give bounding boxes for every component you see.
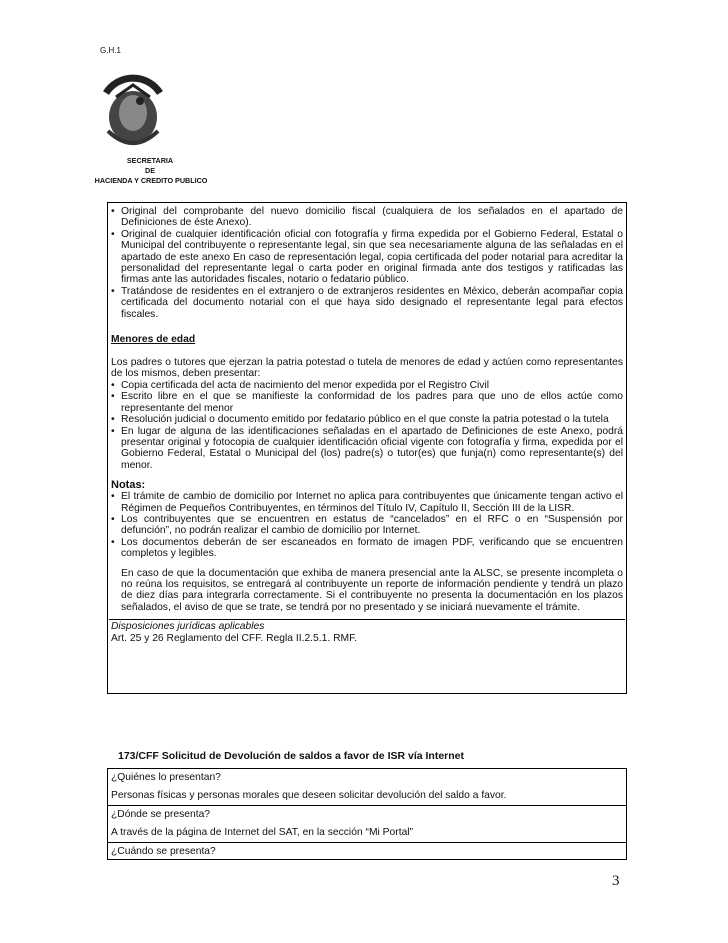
- menores-title: Menores de edad: [111, 334, 196, 346]
- list-item: • Los contribuyentes que se encuentren en estatus de “cancelados” en el RFC o en “Suspensión por defunción”, no podrán realizar el cambio de domicilio por Internet.: [111, 514, 623, 537]
- disposiciones-title: Disposiciones jurídicas aplicables: [111, 621, 265, 633]
- menores-intro: Los padres o tutores que ejerzan la patria potestad o tutela de menores de edad y actúen como representantes de los mismos, deben presentar:: [111, 357, 623, 380]
- dept-line-3: HACIENDA Y CREDITO PUBLICO: [94, 176, 208, 185]
- divider: [109, 619, 625, 620]
- table-row: ¿Quiénes lo presentan?: [111, 772, 221, 783]
- notas-paragraph: En caso de que la documentación que exhiba de manera presencial ante la ALSC, se presente incompleta o no reúna los requisitos, se entregará al contribuyente un reporte de información pendiente y tendrá un plazo de diez días para integrarla correctamente. Si el contribuyente no presenta la documentación en los plazos señalados, el aviso de que se trate, se tendrá por no presentado y se iniciará nuevamente el trámite.: [121, 567, 623, 613]
- document-code: G.H.1: [100, 46, 121, 55]
- list-item: • Original del comprobante del nuevo domicilio fiscal (cualquiera de los señalados en el apartado de Definiciones de éste Anexo).: [111, 206, 623, 229]
- page-number: 3: [612, 873, 620, 889]
- table-row: ¿Dónde se presenta?: [108, 805, 626, 824]
- list-item: • Copia certificada del acta de nacimiento del menor expedida por el Registro Civil: [111, 380, 623, 391]
- table-row: ¿Cuándo se presenta?: [108, 842, 626, 861]
- list-item: • Original de cualquier identificación oficial con fotografía y firma expedida por el Gobierno Federal, Estatal o Municipal del contribuyente o representante legal, sin que sea necesariamente alguna de las señaladas en el apartado de este anexo En caso de representación legal, copia certificada del poder notarial para acreditar la personalidad del representante legal o carta poder en original firmada ante dos testigos y ratificadas las firmas ante las autoridades fiscales, notario o fedatario público.: [111, 229, 623, 286]
- dept-line-2: DE: [145, 166, 155, 175]
- requirements-box: [107, 202, 627, 694]
- list-item: • Tratándose de residentes en el extranjero o de extranjeros residentes en México, deberán acompañar copia certificada del documento notarial con el que haya sido designado el representante legal para efectos fiscales.: [111, 286, 623, 320]
- list-item: • En lugar de alguna de las identificaciones señaladas en el apartado de Definiciones de este Anexo, podrá presentar original y fotocopia de cualquier identificación oficial vigente con fotografía y firma, expedida por el Gobierno Federal, Estatal o Municipal del (los) padre(s) o tutor(es) que funja(n) como representante(s) del menor.: [111, 426, 623, 472]
- mexican-eagle-seal-icon: [88, 55, 178, 165]
- list-item: • Resolución judicial o documento emitido por fedatario público en el que conste la patria potestad o la tutela: [111, 414, 623, 425]
- section-173-table: [107, 768, 627, 860]
- notas-title: Notas:: [111, 479, 146, 492]
- table-row: A través de la página de Internet del SAT, en la sección “Mi Portal”: [111, 827, 414, 838]
- section-173-title: 173/CFF Solicitud de Devolución de saldos a favor de ISR vía Internet: [118, 750, 465, 762]
- disposiciones-text: Art. 25 y 26 Reglamento del CFF. Regla II.2.5.1. RMF.: [111, 633, 358, 645]
- list-item: • Los documentos deberán de ser escaneados en formato de imagen PDF, verificando que se encuentren completos y legibles.: [111, 537, 623, 560]
- dept-line-1: SECRETARIA: [126, 156, 174, 165]
- list-item: • El trámite de cambio de domicilio por Internet no aplica para contribuyentes que únicamente tengan activo el Régimen de Pequeños Contribuyentes, en términos del Título IV, Capítulo II, Sección III de la LISR.: [111, 491, 623, 514]
- list-item: • Escrito libre en el que se manifieste la conformidad de los padres para que uno de ellos actúe como representante del menor: [111, 391, 623, 414]
- table-row: Personas físicas y personas morales que deseen solicitar devolución del saldo a favor.: [111, 790, 507, 801]
